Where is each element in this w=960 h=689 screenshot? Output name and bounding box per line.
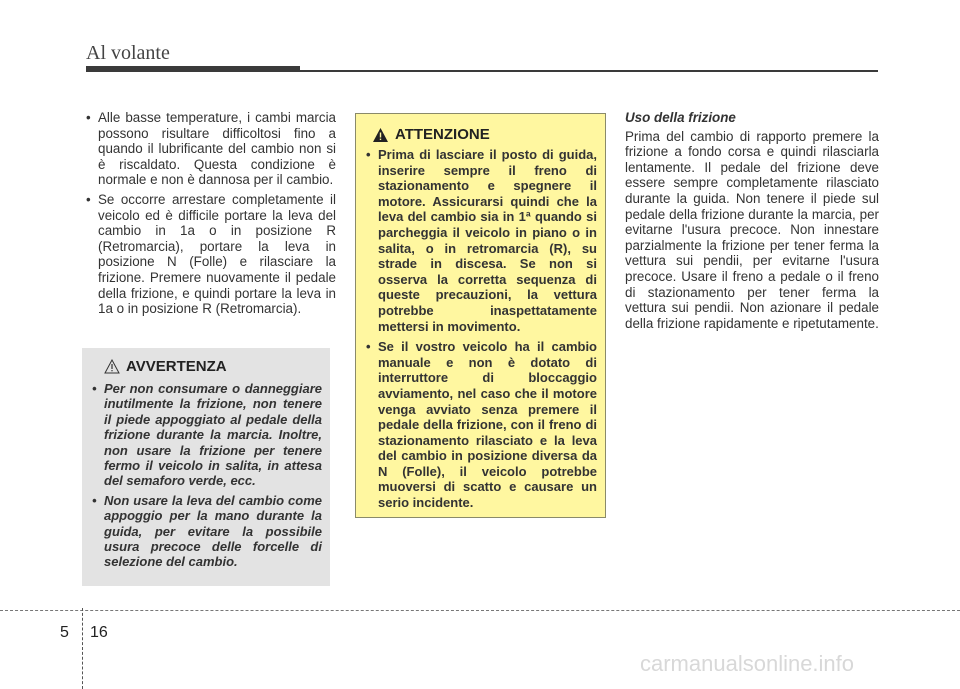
warning-bullet-1: • Per non consumare o danneggiare inutilmente la frizione, non tenere il piede appoggiato al pedale della frizione durante la marcia. Inoltre, non usare la frizione per tenere fermo il veicolo in salita, in attesa del semaforo verde, ecc. xyxy=(92,381,322,489)
caution-box xyxy=(355,113,606,518)
warning-filled-icon xyxy=(372,127,389,143)
section-heading: Uso della frizione xyxy=(625,110,736,125)
warning-bullet-2: • Non usare la leva del cambio come appoggio per la mano durante la guida, per evitare la possibile usura precoce delle forcelle di selezione del cambio. xyxy=(92,493,322,570)
left-bullet-list xyxy=(86,110,336,317)
warning-box-title xyxy=(104,358,322,375)
header-bar xyxy=(86,66,300,72)
section-body: Prima del cambio di rapporto premere la frizione a fondo corsa e quindi rilasciarla lentamente. Il pedale del frizione deve essere sempre completamente rilasciato durante la guida. Non tenere il piede sul pedale della frizione durante la marcia, per evitarne l'usura precoce. Non innestare parzialmente la frizione per tener ferma la vettura sui pendii, per evitarne l'usura precoce. Usare il freno a pedale o il freno di stazionamento per tener ferma la vettura sui pendii. Non azionare il pedale della frizione rapidamente e ripetutamente. xyxy=(625,128,879,331)
caution-box-title-text: ATTENZIONE xyxy=(395,126,490,143)
caution-bullet-1: • Prima di lasciare il posto di guida, inserire sempre il freno di stazionamento e spegnere il motore. Assicurarsi quindi che la leva del cambio sia in 1ª quando si parcheggia il veicolo in piano o in salita, o in retromarcia (R), su strade in discesa. Se non si osserva la corretta sequenza di queste precauzioni, la vettura potrebbe inaspettatamente mettersi in movimento. xyxy=(366,147,597,334)
chapter-number: 5 xyxy=(60,624,69,641)
warning-bullet-list xyxy=(92,381,322,570)
warning-box-title-text: AVVERTENZA xyxy=(126,358,227,375)
page-number: 16 xyxy=(90,624,108,641)
warning-outline-icon xyxy=(104,359,120,374)
header-rule xyxy=(300,70,878,72)
page-header-title: Al volante xyxy=(86,42,170,64)
footer-horizontal-rule xyxy=(0,610,960,611)
caution-box-title xyxy=(372,126,597,143)
caution-bullet-list xyxy=(366,147,597,511)
left-column xyxy=(86,110,336,321)
caution-bullet-2: • Se il vostro veicolo ha il cambio manuale e non è dotato di interruttore di bloccaggio avviamento, nel caso che il motore venga avviato senza premere il pedale della frizione, con il freno di stazionamento rilasciato e la leva del cambio in posizione diversa da N (Folle), il veicolo potrebbe muoversi di scatto e causare un serio incidente. xyxy=(366,339,597,511)
watermark: carmanualsonline.info xyxy=(640,651,855,676)
left-bullet-1: • Alle basse temperature, i cambi marcia possono risultare difficoltosi fino a quando il lubrificante del cambio non si è riscaldato. Questa condizione è normale e non è dannosa per il cambio. xyxy=(86,110,336,188)
warning-box xyxy=(82,348,330,586)
right-column xyxy=(625,110,879,331)
left-bullet-2: • Se occorre arrestare completamente il veicolo ed è difficile portare la leva del cambio in 1a o in posizione R (Retromarcia), portare la leva in posizione N (Folle) e rilasciare la frizione. Premere nuovamente il pedale della frizione, e quindi portare la leva in 1a o in posizione R (Retromarcia). xyxy=(86,192,336,317)
footer-vertical-rule xyxy=(82,608,83,689)
